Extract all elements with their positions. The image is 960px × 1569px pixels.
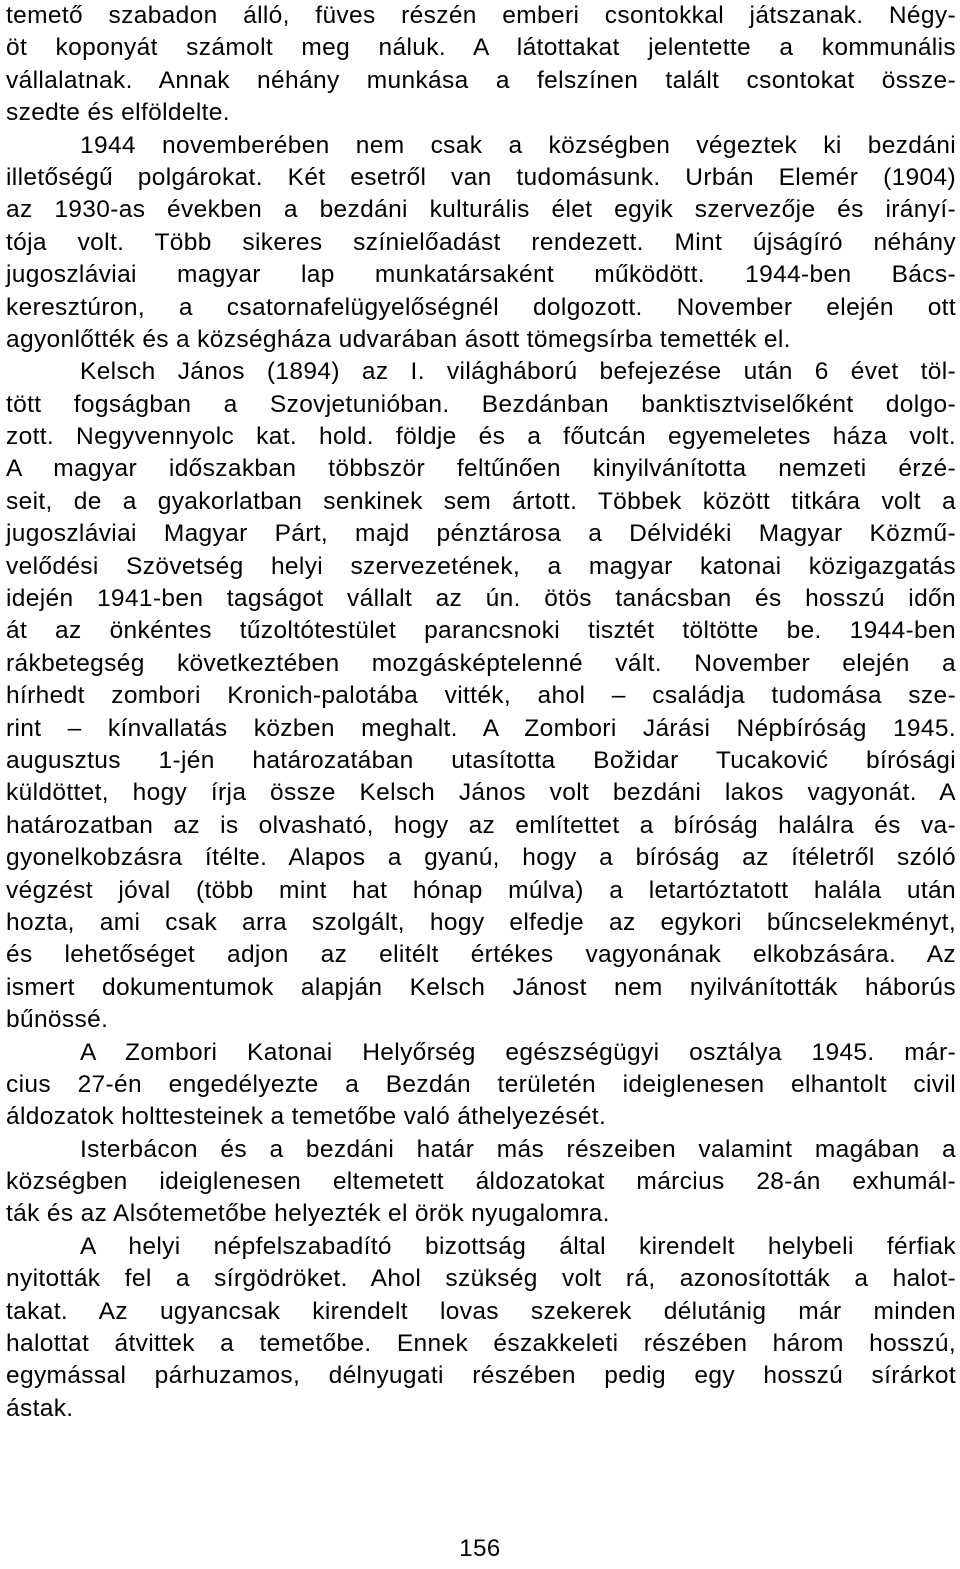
text-line: ismert dokumentumok alapján Kelsch Jánost nem nyilvánították háborús xyxy=(6,973,956,1001)
text-line: hozta, ami csak arra szolgált, hogy elfedje az egykori bűncselekményt, xyxy=(6,908,956,936)
text-line: velődési Szövetség helyi szervezetének, a magyar katonai közigazgatás xyxy=(6,552,956,580)
text-line: ástak. xyxy=(6,1394,74,1422)
text-line: vállalatnak. Annak néhány munkása a felszínen talált csontokat össze- xyxy=(6,66,956,94)
text-line: végzést jóval (több mint hat hónap múlva) a letartóztatott halála után xyxy=(6,876,956,904)
text-line: temető szabadon álló, füves részén emberi csontokkal játszanak. Négy- xyxy=(6,2,956,29)
text-line: idején 1941-ben tagságot vállalt az ún. ötös tanácsban és hosszú időn xyxy=(6,585,956,613)
text-line: jugoszláviai magyar lap munkatársaként működött. 1944-ben Bács- xyxy=(6,261,956,289)
text-line: ták és az Alsótemetőbe helyezték el örök nyugalomra. xyxy=(6,1200,610,1228)
text-line: seit, de a gyakorlatban senkinek sem ártott. Többek között titkára volt a xyxy=(6,487,956,515)
text-line: rint – kínvallatás közben meghalt. A Zombori Járási Népbíróság 1945. xyxy=(6,714,956,742)
text-line: öt koponyát számolt meg náluk. A látottakat jelentette a kommunális xyxy=(6,34,956,62)
text-line: Isterbácon és a bezdáni határ más részeiben valamint magában a xyxy=(80,1135,956,1163)
text-line: és lehetőséget adjon az elitélt értékes vagyonának elkobzására. Az xyxy=(6,941,956,969)
text-line: agyonlőtték és a községháza udvarában ásott tömegsírba temették el. xyxy=(6,325,791,353)
text-line: tött fogságban a Szovjetunióban. Bezdánban banktisztviselőként dolgo- xyxy=(6,390,956,418)
text-line: nyitották fel a sírgödröket. Ahol szükség volt rá, azonosították a halot- xyxy=(6,1265,956,1293)
page-number: 156 xyxy=(459,1535,501,1562)
text-line: az 1930-as években a bezdáni kulturális élet egyik szervezője és irányí- xyxy=(6,196,956,224)
text-line: takat. Az ugyancsak kirendelt lovas szekerek délutánig már minden xyxy=(6,1297,956,1325)
text-line: tója volt. Több sikeres színielőadást rendezett. Mint újságíró néhány xyxy=(6,228,956,256)
document-body xyxy=(6,0,956,1425)
text-line: 1944 novemberében nem csak a községben végeztek ki bezdáni xyxy=(80,131,956,159)
text-line: községben ideiglenesen eltemetett áldozatokat március 28-án exhumál- xyxy=(6,1168,956,1196)
text-line: cius 27-én engedélyezte a Bezdán területén ideiglenesen elhantolt civil xyxy=(6,1070,956,1098)
text-line: keresztúron, a csatornafelügyelőségnél dolgozott. November elején ott xyxy=(6,293,956,321)
text-line: A helyi népfelszabadító bizottság által kirendelt helybeli férfiak xyxy=(80,1232,956,1260)
text-line: szedte és elföldelte. xyxy=(6,99,230,127)
text-line: hírhedt zombori Kronich-palotába vitték, ahol – családja tudomása sze- xyxy=(6,682,956,710)
text-line: rákbetegség következtében mozgásképtelenné vált. November elején a xyxy=(6,649,956,677)
text-line: illetőségű polgárokat. Két esetről van tudomásunk. Urbán Elemér (1904) xyxy=(6,163,956,191)
text-line: át az önkéntes tűzoltótestület parancsnoki tisztét töltötte be. 1944-ben xyxy=(6,617,956,645)
text-line: bűnössé. xyxy=(6,1006,109,1034)
text-line: küldöttet, hogy írja össze Kelsch János volt bezdáni lakos vagyonát. A xyxy=(6,779,956,807)
text-line: A magyar időszakban többször feltűnően kinyilvánította nemzeti érzé- xyxy=(6,455,956,483)
text-line: egymással párhuzamos, délnyugati részében pedig egy hosszú sírárkot xyxy=(6,1362,956,1390)
text-line: jugoszláviai Magyar Párt, majd pénztárosa a Délvidéki Magyar Közmű- xyxy=(6,520,956,548)
text-line: gyonelkobzásra ítélte. Alapos a gyanú, hogy a bíróság az ítéletről szóló xyxy=(6,844,956,872)
text-line: áldozatok holttesteinek a temetőbe való áthelyezését. xyxy=(6,1103,607,1131)
text-line: augusztus 1-jén határozatában utasította Božidar Tucaković bírósági xyxy=(6,746,956,774)
text-line: határozatban az is olvasható, hogy az említettet a bíróság halálra és va- xyxy=(6,811,956,839)
text-line: zott. Negyvennyolc kat. hold. földje és a főutcán egyemeletes háza volt. xyxy=(6,423,956,451)
text-line: halottat átvittek a temetőbe. Ennek északkeleti részében három hosszú, xyxy=(6,1330,956,1358)
text-line: A Zombori Katonai Helyőrség egészségügyi osztálya 1945. már- xyxy=(80,1038,956,1066)
text-line: Kelsch János (1894) az I. világháború befejezése után 6 évet töl- xyxy=(80,358,956,386)
